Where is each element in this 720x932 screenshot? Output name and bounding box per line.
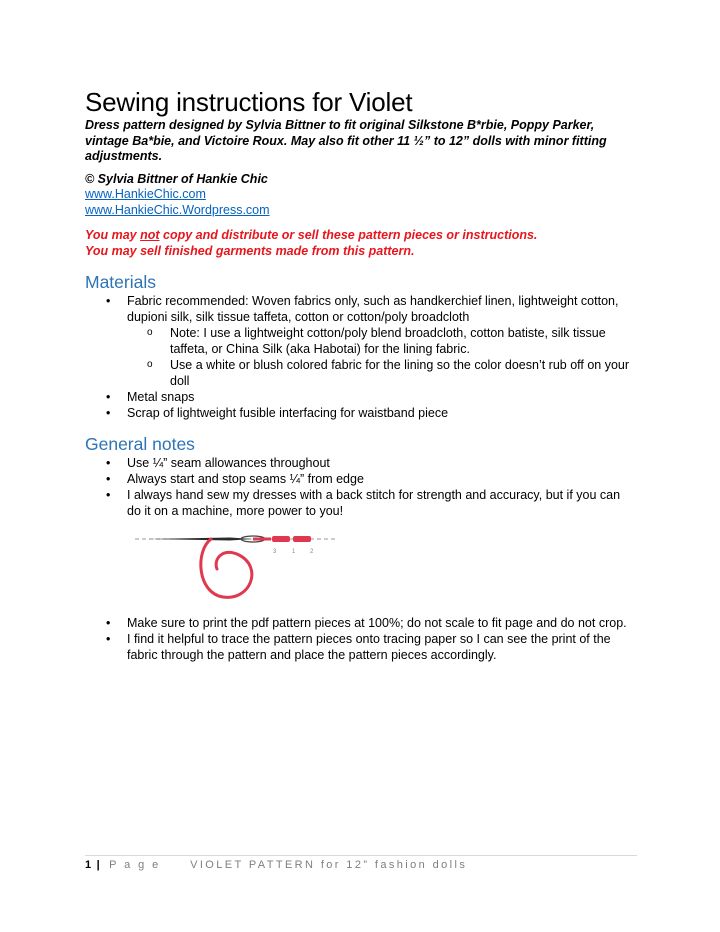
general-notes-heading: General notes	[85, 434, 195, 454]
general-notes-list	[85, 455, 635, 519]
back-stitch-illustration	[85, 523, 635, 609]
stitch-label-3: 3	[273, 549, 277, 555]
document-page	[85, 86, 635, 663]
list-item	[85, 293, 635, 389]
materials-sublist	[127, 325, 635, 389]
page-number: 1	[85, 859, 92, 871]
list-item: • I always hand sew my dresses with a back stitch for strength and accuracy, but if you can do it on a machine, more power to you!	[85, 487, 635, 519]
footer-text: VIOLET PATTERN for 12” fashion dolls	[190, 859, 468, 871]
general-notes-list-continued	[85, 615, 635, 663]
stitch-label-2: 2	[310, 549, 314, 555]
stitch-label-1: 1	[292, 549, 296, 555]
link-hankiechic-wordpress[interactable]: www.HankieChic.Wordpress.com	[85, 202, 270, 217]
list-item: o Use a white or blush colored fabric for the lining so the color doesn’t rub off on your doll	[127, 357, 635, 389]
list-item: o Note: I use a lightweight cotton/poly blend broadcloth, cotton batiste, silk tissue taffeta, or China Silk (aka Habotai) for the lining fabric.	[127, 325, 635, 357]
link-hankiechic[interactable]: www.HankieChic.com	[85, 187, 206, 201]
warning-text-post: copy and distribute or sell these pattern pieces or instructions.	[159, 228, 538, 242]
warning-copy	[85, 228, 635, 244]
footer-separator: |	[96, 859, 100, 871]
page-footer	[85, 855, 637, 871]
materials-heading: Materials	[85, 272, 156, 292]
list-item: • Always start and stop seams ¼” from edge	[85, 471, 635, 487]
materials-list	[85, 293, 635, 421]
list-item: • Use ¼” seam allowances throughout	[85, 455, 635, 471]
needle-thread-icon	[135, 531, 345, 611]
page-title: Sewing instructions for Violet	[85, 87, 413, 117]
list-item: • Make sure to print the pdf pattern pieces at 100%; do not scale to fit page and do not crop.	[85, 615, 635, 631]
warning-text-pre: You may	[85, 228, 141, 242]
copyright-line: © Sylvia Bittner of Hankie Chic	[85, 171, 268, 186]
warning-emphasis: not	[140, 228, 160, 242]
materials-item-fabric: Fabric recommended: Woven fabrics only, such as handkerchief linen, lightweight cotton, dupioni silk, silk tissue taffeta, cotton or cotton/poly broadcloth	[127, 294, 619, 324]
list-item: • Metal snaps	[85, 389, 635, 405]
page-word: P a g e	[109, 859, 161, 871]
subtitle: Dress pattern designed by Sylvia Bittner to fit original Silkstone B*rbie, Poppy Parker, vintage Ba*bie, and Victoire Roux. May also fit other 11 ½” to 12” dolls with minor fitting adjustments.	[85, 118, 607, 163]
warning-sell: You may sell finished garments made from this pattern.	[85, 243, 415, 258]
list-item: • Scrap of lightweight fusible interfacing for waistband piece	[85, 405, 635, 421]
list-item: • I find it helpful to trace the pattern pieces onto tracing paper so I can see the print of the fabric through the pattern and place the pattern pieces accordingly.	[85, 631, 635, 663]
